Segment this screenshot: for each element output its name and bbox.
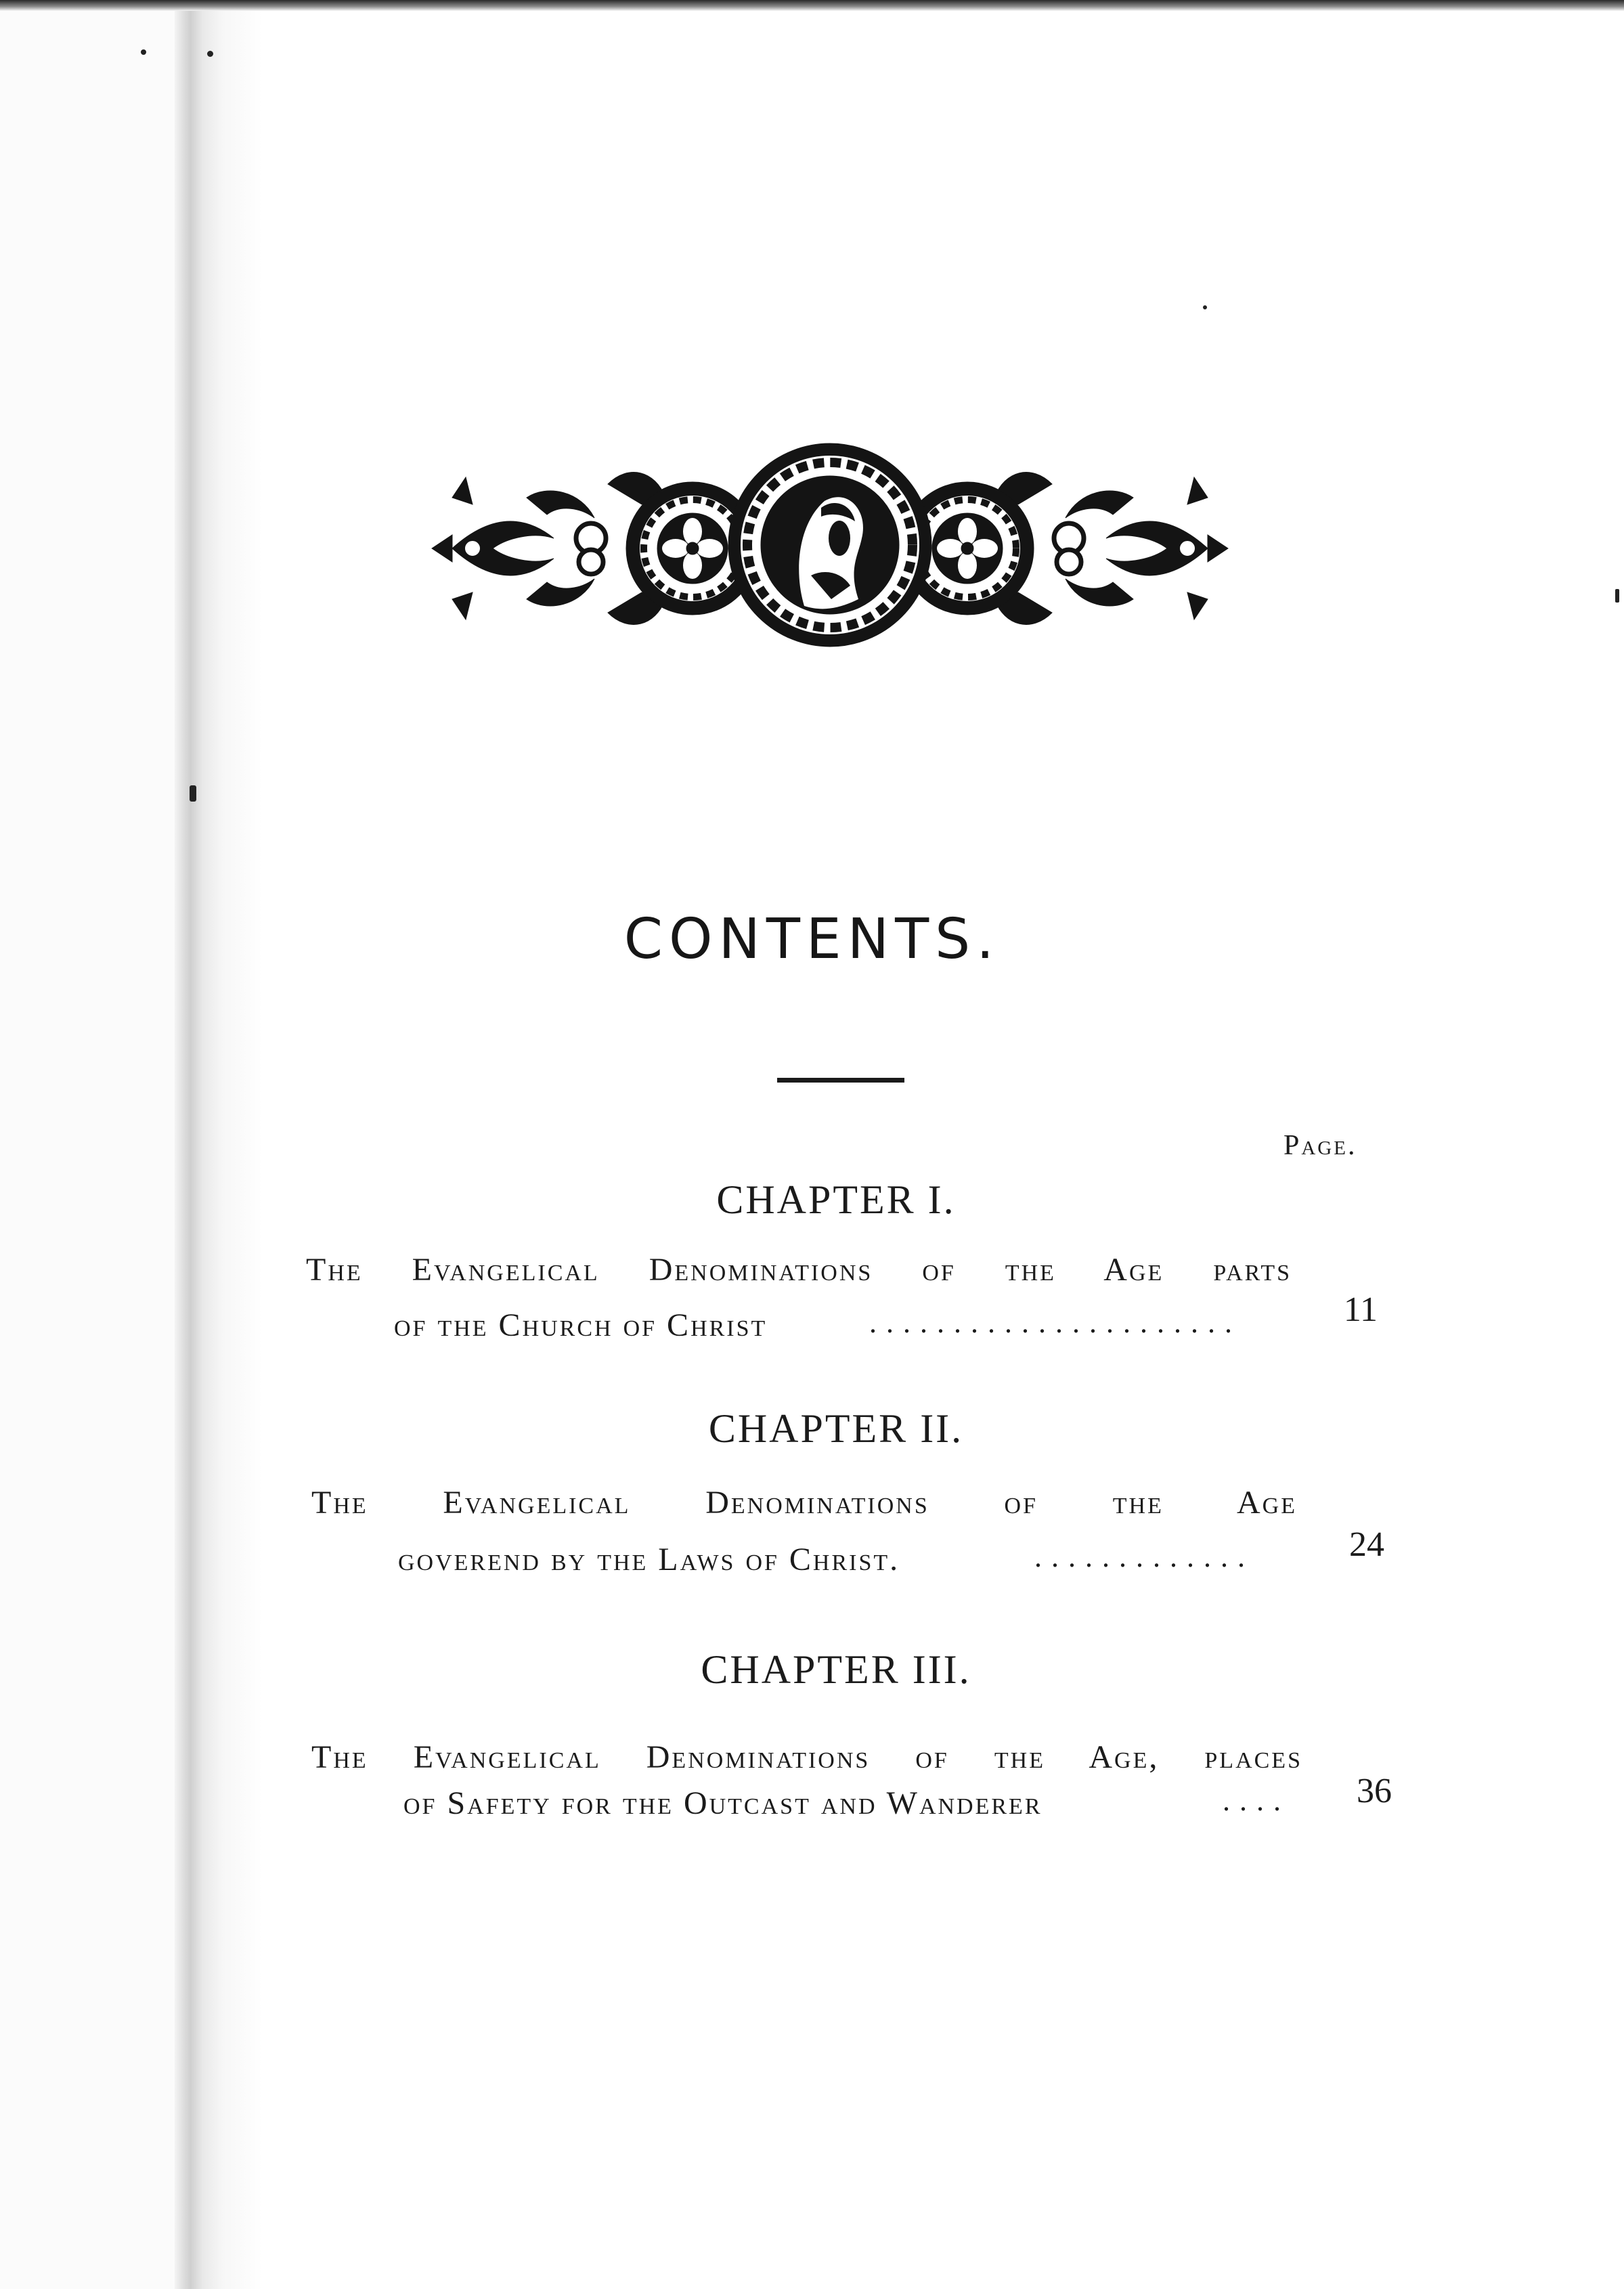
page-number: 36 [1357,1772,1392,1810]
chapter-title-line: The Evangelical Denominations of the Age, places [311,1739,1302,1775]
scan-top-edge [0,0,1624,11]
speck [1615,589,1619,603]
chapter-heading: CHAPTER I. [716,1177,956,1222]
book-gutter [175,11,263,2289]
facing-page-edge [0,11,175,2289]
page-column-label: Page. [1283,1130,1357,1161]
chapter-heading: CHAPTER II. [708,1406,964,1451]
dot-leader: ............. [1034,1540,1254,1573]
chapter-title-line: of the Church of Christ [394,1307,768,1343]
dot-leader: .... [1223,1784,1290,1817]
chapter-heading: CHAPTER III. [701,1647,971,1692]
title-rule [777,1078,904,1083]
chapter-title-line: goverend by the Laws of Christ. [398,1542,900,1577]
page-number: 11 [1343,1290,1378,1329]
page-number: 24 [1349,1525,1384,1564]
dot-leader: ...................... [869,1306,1242,1339]
speck [207,51,213,57]
chapter-title-line: The Evangelical Denominations of the Age [311,1485,1297,1521]
chapter-title-line: The Evangelical Denominations of the Age parts [306,1252,1292,1288]
page-title: CONTENTS. [623,907,1001,972]
speck [190,785,196,802]
speck [141,49,146,55]
ornament-headpiece [425,437,1235,653]
chapter-title-line: of Safety for the Outcast and Wanderer [403,1785,1043,1821]
speck [1203,305,1207,309]
